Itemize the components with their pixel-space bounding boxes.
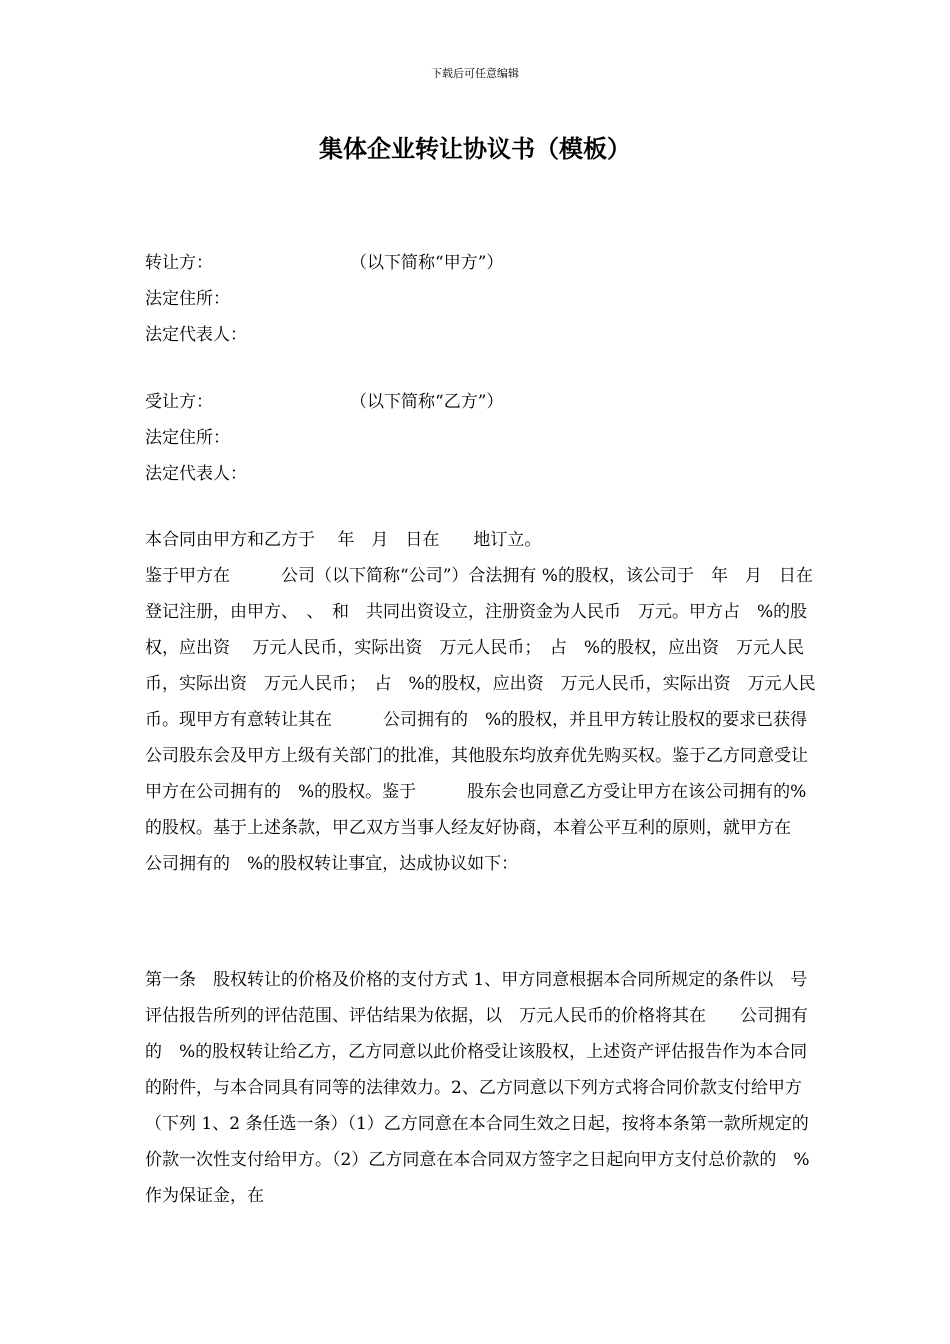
preamble-section xyxy=(145,522,864,882)
transferee-label: 受让方： xyxy=(145,392,213,412)
header-note: 下载后可任意编辑 xyxy=(431,67,519,80)
transferor-block xyxy=(145,245,825,353)
transferee-alias: （以下简称“乙方”） xyxy=(350,392,504,412)
signing-line: 本合同由甲方和乙方于 年 月 日在 地订立。 xyxy=(145,530,542,550)
article-1-section xyxy=(145,962,817,1214)
document-title: 集体企业转让协议书（模板） xyxy=(319,135,631,163)
transferor-address-label: 法定住所： xyxy=(145,289,230,309)
transferee-rep-label: 法定代表人： xyxy=(145,464,247,484)
transferee-address-label: 法定住所： xyxy=(145,428,230,448)
transferor-rep-label: 法定代表人： xyxy=(145,325,247,345)
recitals-paragraph: 鉴于甲方在 公司（以下简称“公司”）合法拥有 %的股权，该公司于 年 月 日在 登记注册，由甲方、 、 和 共同出资设立，注册资金为人民币 万元。甲方占 %的股权，应出资 万元人民币，实际出资 万元人民币； 占 %的股权，应出资 万元人民币，实际出资 万元人民币； 占 %的股权，应出资 万元人民币，实际出资 万元人民币。现甲方有意转让其在 公司拥有的 %的股权，并且甲方转让股权的要求已获得 公司股东会及甲方上级有关部门的批准，其他股东均放弃优先购买权。鉴于乙方同意受让甲方在公司拥有的 %的股权。鉴于 股东会也同意乙方受让甲方在该公司拥有的%的股权。基于上述条款，甲乙双方当事人经友好协商，本着公平互利的原则，就甲方在 公司拥有的 %的股权转让事宜，达成协议如下： xyxy=(145,566,864,874)
transferor-alias: （以下简称“甲方”） xyxy=(350,253,504,273)
transferor-line xyxy=(145,245,825,281)
transferee-line xyxy=(145,384,825,420)
transferee-block xyxy=(145,384,825,492)
transferor-label: 转让方： xyxy=(145,253,213,273)
article-1-paragraph: 第一条 股权转让的价格及价格的支付方式 1、甲方同意根据本合同所规定的条件以 号评估报告所列的评估范围、评估结果为依据，以 万元人民币的价格将其在 公司拥有的 %的股权转让给乙方，乙方同意以此价格受让该股权，上述资产评估报告作为本合同的附件，与本合同具有同等的法律效力。2、乙方同意以下列方式将合同价款支付给甲方（下列 1、2 条任选一条）（1）乙方同意在本合同生效之日起，按将本条第一款所规定的价款一次性支付给甲方。（2）乙方同意在本合同双方签字之日起向甲方支付总价款的 %作为保证金，在 xyxy=(145,970,810,1206)
